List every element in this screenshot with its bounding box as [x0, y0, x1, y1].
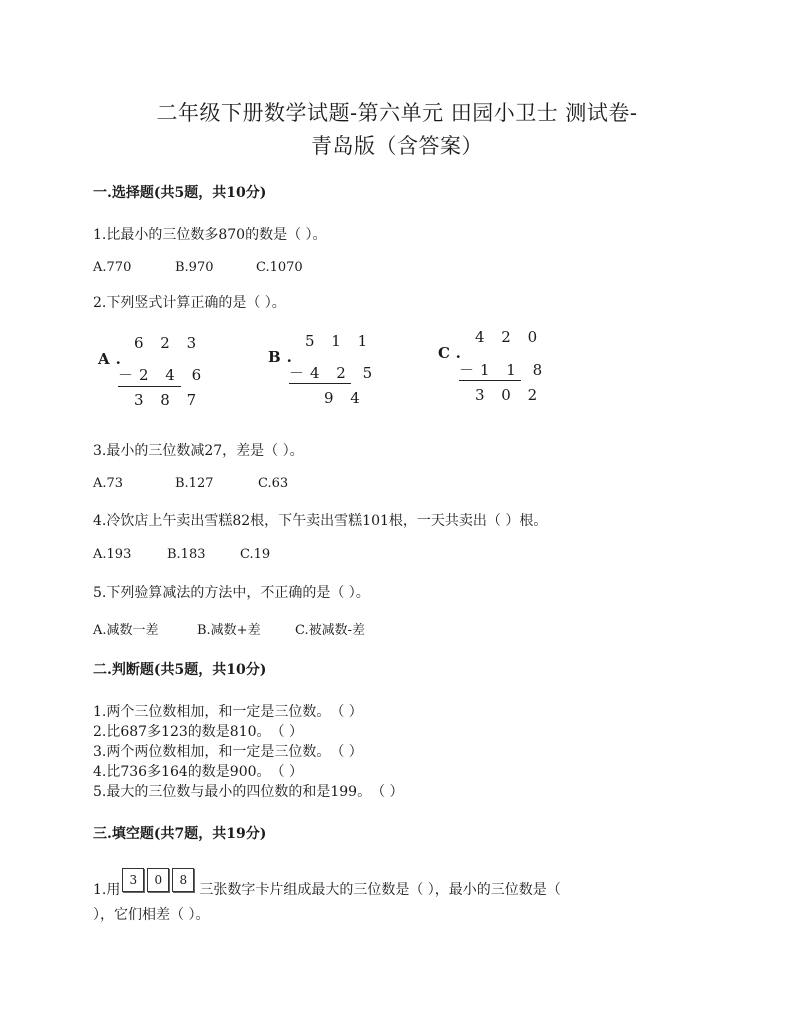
digit-card-8: 8: [172, 868, 194, 892]
s1-q1-text: 1.比最小的三位数多870的数是（ ）。: [93, 227, 327, 243]
option-a-label: A.: [98, 350, 127, 368]
s1-q2-text: 2.下列竖式计算正确的是（ ）。: [93, 295, 286, 311]
page-title-line2: 青岛版（含答案）: [311, 134, 483, 158]
option-c-label: C.: [438, 344, 467, 362]
option-b-result: 9 4: [324, 389, 366, 407]
s1-q2-option-b: [268, 332, 379, 412]
s3-q1-prefix: 1.用: [93, 882, 121, 898]
s1-q1-option-a: A.770: [93, 260, 132, 275]
s3-q1-line2: ），它们相差（ ）。: [93, 907, 210, 923]
option-b-label: B.: [268, 348, 298, 366]
s1-q3-option-a: A.73: [93, 476, 124, 491]
s1-q3-text: 3.最小的三位数减27，差是（ ）。: [93, 443, 304, 459]
s1-q3-option-c: C.63: [258, 476, 289, 491]
s1-q5-option-c: C.被减数-差: [295, 623, 366, 638]
s3-q1: [93, 866, 561, 900]
s2-item-5: 5.最大的三位数与最小的四位数的和是199。 （ ）: [93, 784, 404, 800]
option-c-result: 3 0 2: [475, 386, 544, 404]
s1-q1-option-c: C.1070: [256, 260, 303, 275]
section2-heading: 二.判断题(共5题，共10分): [93, 662, 267, 678]
option-c-rule: [459, 380, 521, 381]
s1-q5-text: 5.下列验算减法的方法中，不正确的是（ ）。: [93, 585, 370, 601]
s1-q1-option-b: B.970: [175, 260, 214, 275]
s2-item-2: 2.比687多123的数是810。 （ ）: [93, 724, 303, 740]
s2-item-3: 3.两个两位数相加，和一定是三位数。 （ ）: [93, 744, 363, 760]
option-c-subtrahend: －1 1 8: [459, 361, 549, 379]
page-title-line1: 二年级下册数学试题-第六单元 田园小卫士 测试卷-: [156, 101, 638, 125]
section3-heading: 三.填空题(共7题，共19分): [93, 826, 267, 842]
s1-q5-option-a: A.减数一差: [93, 623, 159, 638]
s1-q4-option-c: C.19: [240, 547, 271, 562]
option-b-top: 5 1 1: [305, 332, 374, 350]
s1-q3-option-b: B.127: [175, 476, 214, 491]
digit-cards: [122, 868, 197, 892]
option-b-rule: [289, 383, 351, 384]
s1-q4-text: 4.冷饮店上午卖出雪糕82根，下午卖出雪糕101根，一天共卖出（ ）根。: [93, 513, 548, 529]
s1-q4-option-a: A.193: [93, 547, 132, 562]
section1-heading: 一.选择题(共5题，共10分): [93, 185, 267, 201]
option-c-top: 4 2 0: [475, 328, 544, 346]
option-a-subtrahend: －2 4 6: [118, 366, 208, 384]
s1-q2-option-a: [98, 332, 208, 412]
option-a-result: 3 8 7: [134, 391, 203, 409]
s3-q1-suffix: 三张数字卡片组成最大的三位数是（ ），最小的三位数是（: [199, 882, 561, 898]
option-b-subtrahend: －4 2 5: [289, 364, 379, 382]
digit-card-0: 0: [147, 868, 169, 892]
option-a-top: 6 2 3: [134, 334, 203, 352]
s1-q4-option-b: B.183: [167, 547, 206, 562]
s1-q5-option-b: B.减数+差: [197, 623, 261, 638]
s2-item-1: 1.两个三位数相加，和一定是三位数。 （ ）: [93, 704, 363, 720]
option-a-rule: [118, 386, 181, 387]
digit-card-3: 3: [122, 868, 144, 892]
s1-q2-option-c: [438, 328, 549, 408]
s2-item-4: 4.比736多164的数是900。 （ ）: [93, 764, 303, 780]
